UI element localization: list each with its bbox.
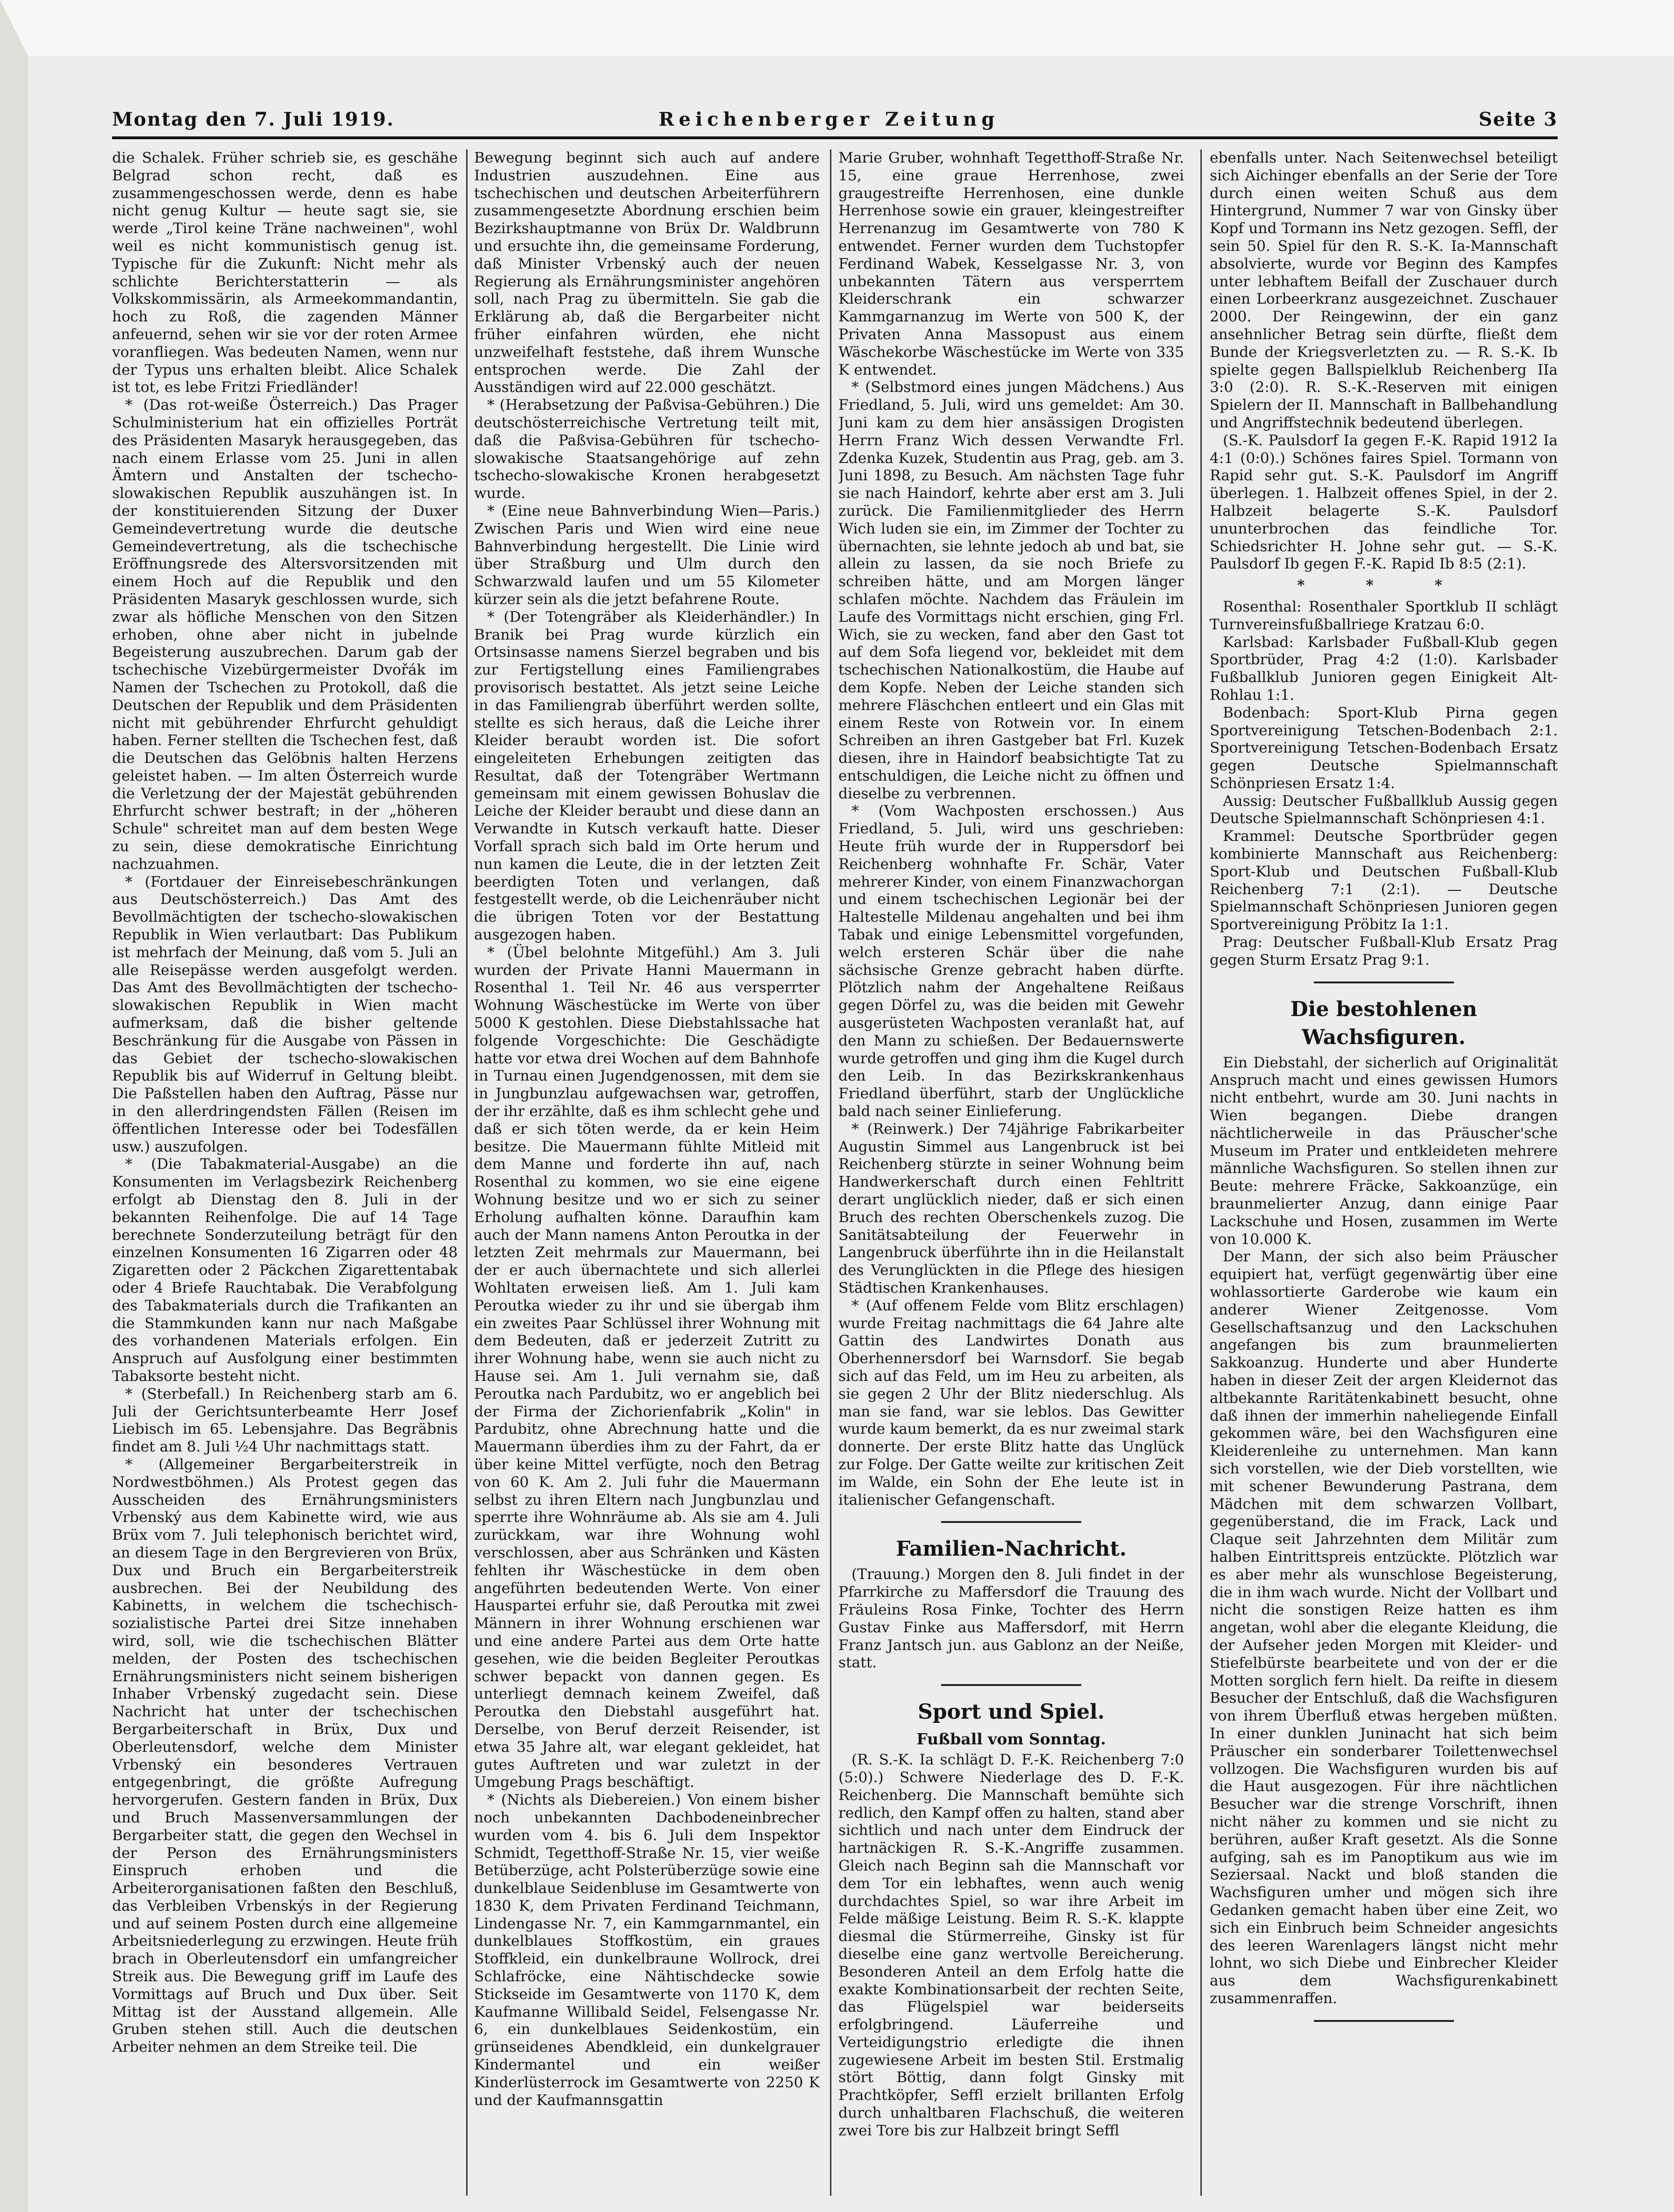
article-paragraph: Prag: Deutscher Fußball-Klub Ersatz Prag gegen Sturm Ersatz Prag 9:1. — [1210, 934, 1558, 968]
article-paragraph: Rosenthal: Rosenthaler Sportklub II schlägt Turnvereinsfußballriege Kratzau 6:0. — [1210, 598, 1558, 633]
wax-figures-heading: Die bestohlenen Wachsfiguren. — [1290, 997, 1477, 1049]
article-paragraph: * (Die Tabakmaterial-Ausgabe) an die Konsumenten im Verlagsbezirk Reichenberg erfolgt ab Dienstag den 8. Juli in der bekannten Reihenfolge. Die auf 14 Tage berechnete Sonderzuteilung beträgt für den einzelnen Konsumenten 16 Zigarren oder 48 Zigaretten oder 2 Päckchen Zigarettentabak oder 4 Briefe Rauchtabak. Die Verabfolgung des Tabakmaterials durch die Trafikanten an die Stammkunden kann nur nach Maßgabe des vorhandenen Materials erfolgen. Ein Anspruch auf Ausfolgung einer bestimmten Tabaksorte besteht nicht. — [112, 1156, 458, 1385]
article-paragraph: * (Der Totengräber als Kleiderhändler.) In Branik bei Prag wurde kürzlich ein Ortsinsasse namens Sierzel begraben und bis zur Fertigstellung eines Familiengrabes provisorisch bestattet. Als jetzt seine Leiche in das Familiengrab überführt werden sollte, stellte es sich heraus, daß die Leiche ihrer Kleider beraubt worden ist. Die sofort eingeleiteten Erhebungen zeitigten das Resultat, daß der Totengräber Wertmann gemeinsam mit einem gewissen Bohuslav die Leiche der Kleider beraubt und diese dann an Verwandte in Kutsch verkauft hatte. Dieser Vorfall sprach sich bald im Orte herum und nun kamen die Leute, die in der letzten Zeit beerdigten Toten und verlangen, daß festgestellt werde, ob die Leichenräuber nicht die übrigen Toten vor der Bestattung ausgezogen haben. — [474, 608, 820, 944]
article-paragraph: Aussig: Deutscher Fußballklub Aussig gegen Deutsche Spielmannschaft Schönpriesen 4:1. — [1210, 792, 1558, 827]
article-paragraph: * (Übel belohnte Mitgefühl.) Am 3. Juli wurden der Private Hanni Mauermann in Rosenthal 1. Teil Nr. 46 aus versperrter Wohnung Wäschestücke im Werte von über 5000 K gestohlen. Diese Diebstahlssache hat folgende Vorgeschichte: Die Geschädigte hatte vor etwa drei Wochen auf dem Bahnhofe in Turnau einen Jugendgenossen, mit dem sie in Jungbunzlau aufgewachsen war, getroffen, der ihr erzählte, daß es ihm schlecht gehe und daß er sich töten werde, da er kein Heim besitze. Die Mauermann fühlte Mitleid mit dem Manne und forderte ihn auf, nach Rosenthal zu kommen, wo sie eine eigene Wohnung besitze und wo er sich zu seiner Erholung aufhalten könne. Daraufhin kam auch der Mann namens Anton Peroutka in der letzten Zeit mehrmals zur Mauermann, bei der er auch übernachtete und sich allerlei Wohltaten erweisen ließ. Am 1. Juli kam Peroutka wieder zu ihr und sie übergab ihm ein zweites Paar Schlüssel ihrer Wohnung mit dem Bedeuten, daß er jederzeit Zutritt zu ihrer Wohnung habe, wenn sie auch nicht zu Hause sei. Am 1. Juli vernahm sie, daß Peroutka nach Pardubitz, wo er angeblich bei der Firma der Zichorienfabrik „Kolin" in Pardubitz, ohne Abrechnung hatte und die Mauermann überdies ihm zu der Fahrt, da er über keine Mittel verfügte, noch den Betrag von 60 K. Am 2. Juli fuhr die Mauermann selbst zu ihren Eltern nach Jungbunzlau und sperrte ihre Wohnräume ab. Als sie am 4. Juli zurückkam, war ihre Wohnung wohl verschlossen, aber aus Schränken und Kästen fehlten ihr Wäschestücke in dem oben angeführten bedeutenden Werte. Von einer Hauspartei erfuhr sie, daß Peroutka mit zwei Männern in ihrer Wohnung erschienen war und eine andere Partei aus dem Orte hatte gesehen, wie die beiden Begleiter Peroutkas schwer bepackt von dannen gegen. Es unterliegt demnach keinem Zweifel, daß Peroutka den Diebstahl ausgeführt hat. Derselbe, von Beruf derzeit Reisender, ist etwa 35 Jahre alt, war elegant gekleidet, hat gutes Auftreten und war zuletzt in der Umgebung Prags beschäftigt. — [474, 944, 820, 1791]
section-divider — [941, 1521, 1081, 1523]
header-rule — [112, 136, 1558, 139]
article-paragraph: * (Fortdauer der Einreisebeschränkungen aus Deutschösterreich.) Das Amt des Bevollmächtigten der tschecho-slowakischen Republik in Wien verlautbart: Das Publikum ist mehrfach der Meinung, daß vom 5. Juli an alle Reisepässe werden ausgefolgt werden. Das Amt des Bevollmächtigten der tschecho-slowakischen Republik in Wien macht aufmerksam, daß die bisher geltende Beschränkung für die Ausgabe von Pässen in das Gebiet der tschecho-slowakischen Republik bis auf Widerruf in Geltung bleibt. Die Paßstellen haben den Auftrag, Pässe nur in den allerdringendsten Fällen (Reisen im öffentlichen Interesse oder bei Todesfällen usw.) auszufolgen. — [112, 873, 458, 1155]
header-newspaper-name: Reichenberger Zeitung — [659, 108, 1000, 130]
section-divider — [1314, 2020, 1454, 2022]
column-1 — [112, 149, 458, 2196]
article-paragraph: Der Mann, der sich also beim Präuscher equipiert hat, verfügt gegenwärtig über eine wohlassortierte Garderobe wie kaum ein anderer Wiener Zeitgenosse. Vom Gesellschaftsanzug und den Lackschuhen angefangen bis zum braunmelierten Sakkoanzug. Hunderte und aber Hunderte haben in dieser Zeit der argen Kleidernot das altbekannte Raritätenkabinett besucht, ohne daß ihnen der immerhin naheliegende Einfall gekommen wäre, bei den Wachsfiguren eine Kleiderenleihe zu unternehmen. Man kann sich vorstellen, wie der Dieb vorstellten, wie mit schener Bewunderung Pastrana, dem Mädchen mit dem schwarzen Vollbart, gegenüberstand, die im Frack, Lack und Claque seit Jahrzehnten dem Militär zum halben Eintrittspreis entzückte. Plötzlich war es aber mehr als wunschlose Begeisterung, die in ihm wach wurde. Nicht der Vollbart und nicht die sonstigen Reize hatten es ihm angetan, wohl aber die elegante Kleidung, die der Aufseher jeden Morgen mit Kleider- und Stiefelbürste bearbeitete und von der er die Motten sorglich fern hielt. Da reifte in diesem Besucher der Entschluß, daß die Wachsfiguren von ihrem Überfluß etwas hergeben müßten. In einer dunklen Juninacht hat sich beim Präuscher ein sonderbarer Toilettenwechsel vollzogen. Die Wachsfiguren wurden bis auf die Haut ausgezogen. Für ihre nächtlichen Besucher war die strenge Vorschrift, ihnen nicht näher zu kommen und sie nicht zu berühren, außer Kraft gesetzt. Als die Sonne aufging, sah es im Panoptikum aus wie im Seziersaal. Nackt und bloß standen die Wachsfiguren umher und mögen sich ihre Gedanken gemacht haben über eine Zeit, wo sich ein Einbruch beim Schneider angesichts des leeren Warenlagers längst nicht mehr lohnt, wo sich Diebe und Einbrecher Kleider aus dem Wachsfigurenkabinett zusammenraffen. — [1210, 1248, 1558, 2007]
article-paragraph: * (Vom Wachposten erschossen.) Aus Friedland, 5. Juli, wird uns geschrieben: Heute früh wurde der in Ruppersdorf bei Reichenberg wohnhafte Fr. Schär, Vater mehrerer Kinder, von einem Finanzwachorgan und einem tschechischen Legionär bei der Haltestelle Mildenau angehalten und bei ihm Tabak und einige Lebensmittel vorgefunden, welch ersteren Schär über die nahe sächsische Grenze gebracht haben dürfte. Plötzlich nahm der Angehaltene Reißaus gegen Dörfel zu, was die beiden mit Gewehr ausgerüsteten Wachposten veranlaßt hat, auf den Mann zu schießen. Der Bedauernswerte wurde getroffen und ging ihm die Kugel durch den Leib. In das Bezirkskrankenhaus Friedland überführt, starb der Unglückliche bald nach seiner Einlieferung. — [838, 803, 1184, 1120]
article-paragraph: * (Reinwerk.) Der 74jährige Fabrikarbeiter Augustin Simmel aus Langenbruck ist bei Reichenberg stürzte in seiner Wohnung beim Handwerkerschaft durch einen Fehltritt derart unglücklich nieder, daß er sich einen Bruch des rechten Oberschenkels zuzog. Die Sanitätsabteilung der Feuerwehr in Langenbruck überführte ihn in die Heilanstalt des Verunglückten in die Pflege des hiesigen Städtischen Krankenhauses. — [838, 1120, 1184, 1296]
article-paragraph: (S.-K. Paulsdorf Ia gegen F.-K. Rapid 1912 Ia 4:1 (0:0).) Schönes faires Spiel. Tormann von Rapid sehr gut. S.-K. Paulsdorf im Angriff überlegen. 1. Halbzeit offenes Spiel, in der 2. Halbzeit belagerte S.-K. Paulsdorf ununterbrochen das feindliche Tor. Schiedsrichter H. Johne sehr gut. — S.-K. Paulsdorf Ib gegen F.-K. Rapid Ib 8:5 (2:1). — [1210, 432, 1558, 573]
column-rule — [830, 149, 831, 2196]
section-divider — [941, 1684, 1081, 1686]
family-news-heading: Familien-Nachricht. — [895, 1537, 1127, 1561]
sport-heading: Sport und Spiel. — [917, 1700, 1105, 1724]
article-paragraph: * (Herabsetzung der Paßvisa-Gebühren.) Die deutschösterreichische Vertretung teilt mit, daß die Paßvisa-Gebühren für tschecho-slowakische Staatsangehörige auf zehn tschecho-slowakische Kronen herabgesetzt wurde. — [474, 397, 820, 502]
article-paragraph: * (Sterbefall.) In Reichenberg starb am 6. Juli der Gerichtsunterbeamte Herr Josef Liebisch im 65. Lebensjahre. Das Begräbnis findet am 8. Juli ½4 Uhr nachmittags statt. — [112, 1385, 458, 1456]
article-paragraph: * (Eine neue Bahnverbindung Wien—Paris.) Zwischen Paris und Wien wird eine neue Bahnverbindung hergestellt. Die Linie wird über Straßburg und Ulm durch den Schwarzwald laufen und um 55 Kilometer kürzer sein als die jetzt befahrene Route. — [474, 502, 820, 608]
article-paragraph: Krammel: Deutsche Sportbrüder gegen kombinierte Mannschaft aus Reichenberg: Sport-Klub und Deutschen Fußball-Klub Reichenberg 7:1 (2:1). — Deutsche Spielmannschaft Schönpriesen Junioren gegen Sportvereinigung Pröbitz Ia 1:1. — [1210, 828, 1558, 933]
sport-subheading: Fußball vom Sonntag. — [916, 1730, 1106, 1749]
article-paragraph: Karlsbad: Karlsbader Fußball-Klub gegen Sportbrüder, Prag 4:2 (1:0). Karlsbader Fußballklub Junioren gegen Einigkeit Alt-Rohlau 1:1. — [1210, 633, 1558, 704]
article-paragraph: ebenfalls unter. Nach Seitenwechsel beteiligt sich Aichinger ebenfalls an der Serie der Tore durch einen weiten Schuß aus dem Hintergrund, Nummer 7 war von Ginsky über Kopf und Tormann ins Netz gezogen. Seffl, der sein 50. Spiel für den R. S.-K. Ia-Mannschaft absolvierte, wurde vor Beginn des Kampfes unter lebhaftem Beifall der Zuschauer durch einen Lorbeerkranz ausgezeichnet. Zuschauer 2000. Der Reingewinn, der ein ganz ansehnlicher Betrag sein dürfte, fließt dem Bunde der Kriegsverletzten zu. — R. S.-K. Ib spielte gegen Ballspielklub Reichenberg IIa 3:0 (2:0). R. S.-K.-Reserven mit einigen Spielern der II. Mannschaft in Ballbehandlung und Angriffstechnik bedeutend überlegen. — [1210, 149, 1558, 431]
article-paragraph: * (Allgemeiner Bergarbeiterstreik in Nordwestböhmen.) Als Protest gegen das Ausscheiden des Ernährungsministers Vrbenský aus dem Kabinette wird, wie aus Brüx vom 7. Juli telephonisch berichtet wird, an diesem Tage in den Bergrevieren von Brüx, Dux und Bruch ein Bergarbeiterstreik ausbrechen. Bei der Neubildung des Kabinetts, in welchem die tschechisch-sozialistische Partei drei Sitze innehaben wird, soll, wie die tschechischen Blätter melden, der Posten des tschechischen Ernährungsministers nicht seinem bisherigen Inhaber Vrbenský zugedacht sein. Diese Nachricht hat unter der tschechischen Bergarbeiterschaft in Brüx, Dux und Oberleutensdorf, welche dem Minister Vrbenský ein besonderes Vertrauen entgegenbringt, die größte Aufregung hervorgerufen. Gestern fanden in Brüx, Dux und Bruch Massenversammlungen der Bergarbeiter statt, die gegen den Wechsel in der Person des Ernährungsministers Einspruch erhoben und die Arbeiterorganisationen faßten den Beschluß, das Verbleiben Vrbenskýs in der Regierung und auf seinem Posten durch eine allgemeine Arbeitsniederlegung zu erzwingen. Heute früh brach in Oberleutensdorf ein umfangreicher Streik aus. Die Bewegung griff im Laufe des Vormittags auf Bruch und Dux über. Seit Mittag ist der Ausstand allgemein. Alle Gruben stehen still. Auch die deutschen Arbeiter nehmen an dem Streike teil. Die — [112, 1456, 458, 2056]
column-4 — [1210, 149, 1558, 2196]
separator-stars: * * * — [1297, 577, 1470, 594]
article-paragraph: * (Auf offenem Felde vom Blitz erschlagen) wurde Freitag nachmittags die 64 Jahre alte Gattin des Landwirtes Donath aus Oberhennersdorf bei Warnsdorf. Sie begab sich auf das Feld, um im Heu zu arbeiten, als sie gegen 2 Uhr der Blitz niederschlug. Als man sie fand, war sie leblos. Das Gewitter wurde kaum bemerkt, da es nur zweimal stark donnerte. Der erste Blitz hatte das Unglück zur Folge. Der Gatte weilte zur kritischen Zeit im Walde, ein Sohn der Ehe leute ist in italienischer Gefangenschaft. — [838, 1297, 1184, 1508]
article-paragraph: (R. S.-K. Ia schlägt D. F.-K. Reichenberg 7:0 (5:0).) Schwere Niederlage des D. F.-K. Reichenberg. Die Mannschaft bemühte sich redlich, den Kampf offen zu halten, stand aber sichtlich und nach unter dem Eindruck der hartnäckigen R. S.-K.-Angriffe zusammen. Gleich nach Beginn sah die Mannschaft vor dem Tor ein lebhaftes, wenn auch wenig durchdachtes Spiel, so war ihre Arbeit im Felde mäßige Leistung. Beim R. S.-K. klappte diesmal die Stürmerreihe, Ginsky ist für dieselbe eine ganz wertvolle Bereicherung. Besonderen Anteil an dem Erfolg hatte die exakte Kombinationsarbeit der rechten Seite, das Flügelspiel war beiderseits erfolgbringend. Läuferreihe und Verteidigungstrio erledigte die ihnen zugewiesene Arbeit im besten Stil. Erstmalig stört Böttig, dann folgt Ginsky mit Prachtköpfer, Seffl erzielt brillanten Erfolg durch unhaltbaren Flachschuß, die weiteren zwei Tore bis zur Halbzeit bringt Seffl — [838, 1751, 1184, 2139]
header-page-number: Seite 3 — [1478, 108, 1558, 130]
article-paragraph: Marie Gruber, wohnhaft Tegetthoff-Straße Nr. 15, eine graue Herrenhose, zwei graugestreifte Herrenhosen, eine dunkle Herrenhose sowie ein grauer, kleingestreifter Herrenanzug im Gesamtwerte von 780 K entwendet. Ferner wurden dem Tuchstopfer Ferdinand Wabek, Kesselgasse Nr. 3, von unbekannten Tätern aus versperrtem Kleiderschrank ein schwarzer Kammgarnanzug im Werte von 500 K, der Privaten Anna Massopust aus einem Wäschekorbe Wäschestücke im Werte von 335 K entwendet. — [838, 149, 1184, 378]
column-3 — [838, 149, 1184, 2196]
article-paragraph: die Schalek. Früher schrieb sie, es geschähe Belgrad schon recht, daß es zusammengeschossen werde, denn es habe nicht genug Kultur — heute sagt sie, sie werde „Tirol keine Träne nachweinen", wohl weil es nicht kommunistisch genug ist. Typische für die Zukunft: Nicht mehr als schlichte Berichterstatterin — als Volkskommissärin, als Armeekommandantin, hoch zu Roß, die zagenden Männer anfeuernd, sehen wir sie vor der roten Armee voranfliegen. Was bedeuten Namen, wenn nur der Typus uns erhalten bleibt. Alice Schalek ist tot, es lebe Fritzi Friedländer! — [112, 149, 458, 396]
header-date: Montag den 7. Juli 1919. — [112, 108, 395, 130]
article-paragraph: Ein Diebstahl, der sicherlich auf Originalität Anspruch macht und eines gewissen Humors nicht entbehrt, wurde am 30. Juni nachts in Wien begangen. Diebe drangen nächtlicherweile in das Präuscher'sche Museum im Prater und entkleideten mehrere männliche Wachsfiguren. So stellen ihnen zur Beute: mehrere Fräcke, Sakkoanzüge, ein braunmelierter Anzug, dann einige Paar Lackschuhe und Hosen, zusammen im Werte von 10.000 K. — [1210, 1054, 1558, 1248]
column-rule — [466, 149, 468, 2196]
article-paragraph: Bewegung beginnt sich auch auf andere Industrien auszudehnen. Eine aus tschechischen und deutschen Arbeiterführern zusammengesetzte Abordnung erschien beim Bezirkshauptmanne von Brüx Dr. Waldbrunn und ersuchte ihn, die gemeinsame Forderung, daß Minister Vrbenský auch der neuen Regierung als Ernährungsminister angehören soll, nach Prag zu übermitteln. Sie gab die Erklärung ab, daß die Bergarbeiter nicht früher einfahren würden, ehe nicht unzweifelhaft feststehe, daß ihrem Wunsche entsprochen werde. Die Zahl der Ausständigen wird auf 22.000 geschätzt. — [474, 149, 820, 396]
column-2 — [474, 149, 820, 2196]
article-paragraph: * (Selbstmord eines jungen Mädchens.) Aus Friedland, 5. Juli, wird uns gemeldet: Am 30. Juni kam zu dem hier ansässigen Drogisten Herrn Franz Wich dessen Verwandte Frl. Zdenka Kuzek, Studentin aus Prag, geb. am 3. Juni 1898, zu Besuch. Am nächsten Tage fuhr sie nach Haindorf, kehrte aber erst am 3. Juli zurück. Die Familienmitglieder des Herrn Wich luden sie ein, im Zimmer der Tochter zu übernachten, sie lehnte jedoch ab und bat, sie allein zu lassen, da sie noch Briefe zu schreiben hätte, und am Morgen länger schlafen möchte. Nachdem das Fräulein im Laufe des Vormittags nicht erschien, ging Frl. Wich, sie zu wecken, fand aber den Gast tot auf dem Sofa liegend vor, bekleidet mit dem tschechischen Nationalkostüm, die Haube auf dem Kopfe. Neben der Leiche standen sich mehrere Fläschchen entleert und ein Glas mit einem Reste von Rotwein vor. In einem Schreiben an ihren Gastgeber bat Frl. Kuzek diesen, ihre in Haindorf beabsichtigte Tat zu entschuldigen, die Leiche nicht zu öffnen und dieselbe zu verbrennen. — [838, 379, 1184, 802]
article-paragraph: * (Nichts als Diebereien.) Von einem bisher noch unbekannten Dachbodeneinbrecher wurden vom 4. bis 6. Juli dem Inspektor Schmidt, Tegetthoff-Straße Nr. 15, vier weiße Betüberzüge, acht Polsterüberzüge sowie eine dunkelblaue Seidenbluse im Gesamtwerte von 1830 K, dem Privaten Ferdinand Teichmann, Lindengasse Nr. 7, ein Kammgarnmantel, ein dunkelblaues Stoffkostüm, ein graues Stoffkleid, ein dunkelbraune Wollrock, drei Schlafröcke, eine Nähtischdecke sowie Stickseide im Gesamtwerte von 1170 K, dem Kaufmanne Willibald Seidel, Felsengasse Nr. 6, ein dunkelblaues Seidenkostüm, ein grünseidenes Abendkleid, ein dunkelgrauer Kindermantel und ein weißer Kinderlüsterrock im Gesamtwerte von 2250 K und der Kaufmannsgattin — [474, 1792, 820, 2109]
column-rule — [1200, 149, 1202, 2196]
article-paragraph: Bodenbach: Sport-Klub Pirna gegen Sportvereinigung Tetschen-Bodenbach 2:1. Sportvereinigung Tetschen-Bodenbach Ersatz gegen Deutsche Spielmannschaft Schönpriesen Ersatz 1:4. — [1210, 704, 1558, 792]
article-paragraph: * (Das rot-weiße Österreich.) Das Prager Schulministerium hat ein offizielles Porträt des Präsidenten Masaryk herausgegeben, das nach einem Erlasse vom 25. Juni in allen Ämtern und Anstalten der tschecho-slowakischen Republik auszuhängen ist. In der konstituierenden Sitzung der Duxer Gemeindevertretung wurde die deutsche Gemeindevertretung, als die tschechische Eröffnungsrede des Altersvorsitzenden mit einem Hoch auf die Republik und den Präsidenten Masaryk geschlossen wurde, sich zwar als höfliche Menschen von den Sitzen erhoben, ohne aber nicht in jubelnde Begeisterung auszubrechen. Darum gab der tschechische Vizebürgermeister Dvořák im Namen der Tschechen zu Protokoll, daß die Deutschen der Republik und dem Präsidenten nicht mit gebührender Ehrfurcht gehuldigt haben. Ferner stellten die Tschechen fest, daß die Deutschen das Gelöbnis halten Herzens geleistet haben. — Im alten Österreich wurde die Verletzung der der Majestät gebührenden Ehrfurcht schwer bestraft; in der „höheren Schule" schreitet man auf dem besten Wege zu sein, diese demokratische Einrichtung nachzuahmen. — [112, 397, 458, 873]
page-header — [112, 108, 1558, 136]
section-divider — [1314, 982, 1454, 983]
article-paragraph: (Trauung.) Morgen den 8. Juli findet in der Pfarrkirche zu Maffersdorf die Trauung des Fräuleins Rosa Finke, Tochter des Herrn Gustav Finke aus Maffersdorf, mit Herrn Franz Jantsch jun. aus Gablonz an der Neiße, statt. — [838, 1566, 1184, 1671]
